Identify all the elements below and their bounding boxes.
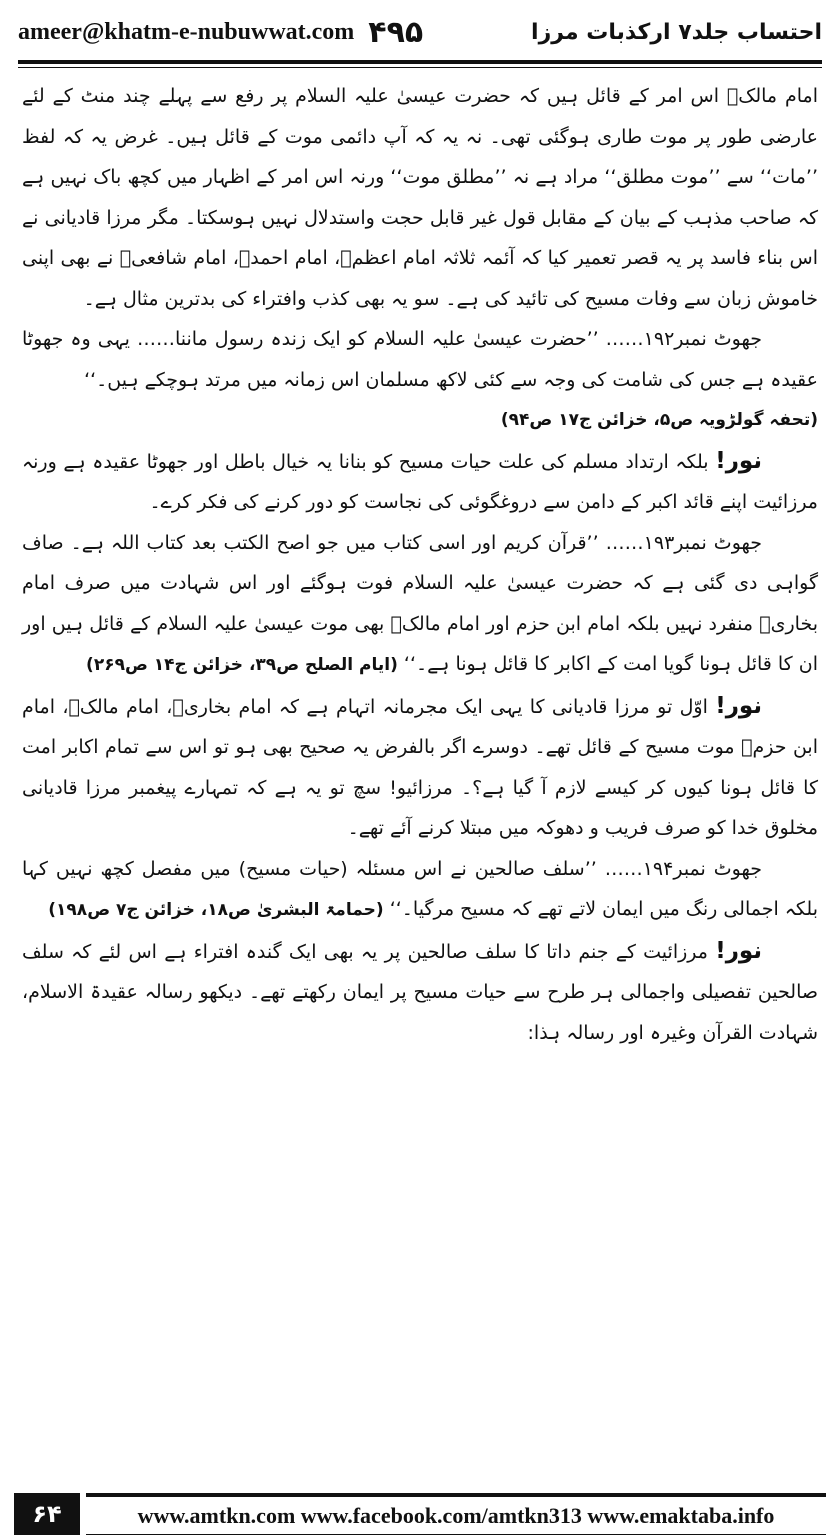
nur-3-paragraph	[22, 931, 818, 1054]
lie-193-quote	[22, 523, 818, 686]
page-body	[22, 76, 818, 1476]
nur-3-text: مرزائیت کے جنم داتا کا سلف صالحین پر یہ بھی ایک گندہ افتراء ہے اس لئے کہ سلف صالحین تفصیلی واجمالی ہر طرح سے حیات مسیح پر ایمان رکھتے تھے۔ دیکھو رسالہ عقیدۃ الاسلام، شہادت القرآن وغیرہ اور رسالہ ہذا:	[22, 940, 818, 1044]
nur-label: نور!	[715, 937, 762, 964]
header-rule-thin	[18, 67, 822, 68]
nur-1-paragraph	[22, 441, 818, 523]
nur-1-text: بلکہ ارتداد مسلم کی علت حیات مسیح کو بنانا یہ خیال باطل اور جھوٹا عقیدہ ہے ورنہ مرزائیت اپنے قائد اکبر کے دامن سے دروغگوئی کی نجاست کو دور کرنے کی فکر کرے۔	[22, 450, 818, 513]
header-title: احتساب جلد۷ ارکذبات مرزا	[531, 19, 822, 45]
lie-194-citation: (حمامۃ البشریٰ ص۱۸، خزائن ج۷ ص۱۹۸)	[48, 900, 384, 920]
page-footer	[14, 1493, 826, 1535]
header-rule	[18, 60, 822, 64]
header-email: ameer@khatm-e-nubuwwat.com	[18, 18, 355, 45]
lie-194-text: جھوٹ نمبر۱۹۴…… ’’سلف صالحین نے اس مسئلہ (حیات مسیح) میں مفصل کچھ نہیں کہا بلکہ اجمالی رنگ میں ایمان لاتے تھے کہ مسیح مرگیا۔‘‘	[22, 857, 818, 920]
footer-page-number: ۶۴	[14, 1493, 80, 1535]
header-left	[18, 15, 423, 50]
nur-2-paragraph	[22, 686, 818, 849]
paragraph-intro: امام مالکؒ اس امر کے قائل ہیں کہ حضرت عیسیٰ علیہ السلام پر رفع سے پہلے چند منٹ کے لئے عارضی طور پر موت طاری ہوگئی تھی۔ نہ یہ کہ آپ دائمی موت کے قائل ہیں۔ غرض یہ کہ لفظ ’’مات‘‘ سے ’’موت مطلق‘‘ مراد ہے نہ ’’مطلق موت‘‘ ورنہ اس امر کے اظہار میں کچھ باک نہیں ہے کہ صاحب مذہب کے بیان کے مقابل قول غیر قابل حجت واستدلال نہیں ہوسکتا۔ مگر مرزا قادیانی نے اس بناء فاسد پر یہ قصر تعمیر کیا کہ آئمہ ثلاثہ امام اعظمؒ، امام احمدؒ، امام شافعیؒ نے بھی اپنی خاموش زبان سے وفات مسیح کی تائید کی ہے۔ سو یہ بھی کذب وافتراء کی بدترین مثال ہے۔	[22, 85, 818, 310]
nur-label: نور!	[715, 692, 762, 719]
lie-193-text: جھوٹ نمبر۱۹۳…… ’’قرآن کریم اور اسی کتاب میں جو اصح الکتب بعد کتاب اللہ ہے۔ صاف گواہی دی گئی ہے کہ حضرت عیسیٰ علیہ السلام فوت ہوگئے اور اس شہادت میں صرف امام بخاریؒ منفرد نہیں بلکہ امام ابن حزم اور امام مالکؒ بھی موت عیسیٰ علیہ السلام کے قائل ہیں اور ان کا قائل ہونا گویا امت کے اکابر کا قائل ہونا ہے۔‘‘	[22, 531, 818, 675]
lie-194-quote	[22, 849, 818, 931]
header-page-number: ۴۹۵	[368, 14, 424, 50]
nur-label: نور!	[715, 447, 762, 474]
lie-192-quote: جھوٹ نمبر۱۹۲…… ’’حضرت عیسیٰ علیہ السلام کو ایک زندہ رسول ماننا…… یہی وہ جھوٹا عقیدہ ہے جس کی شامت کی وجہ سے کئی لاکھ مسلمان اس زمانہ میں مرتد ہوچکے ہیں۔‘‘	[22, 328, 818, 391]
lie-193-citation: (ایام الصلح ص۳۹، خزائن ج۱۴ ص۲۶۹)	[86, 655, 398, 675]
page-header	[18, 8, 822, 56]
footer-links[interactable]: www.amtkn.com www.facebook.com/amtkn313 www.emaktaba.info	[86, 1493, 826, 1535]
lie-192-citation	[22, 400, 818, 441]
nur-2-text: اوّل تو مرزا قادیانی کا یہی ایک مجرمانہ اتہام ہے کہ امام بخاریؒ، امام مالکؒ، امام ابن حزمؒ موت مسیح کے قائل تھے۔ دوسرے اگر بالفرض یہ صحیح بھی ہو تو اس سے تمام اکابر امت کا قائل ہونا کیوں کر کیسے لازم آ گیا ہے؟۔ مرزائیو! سچ تو یہ ہے کہ تمہارے پیغمبر مرزا قادیانی مخلوق خدا کو صرف فریب و دھوکہ میں مبتلا کرنے آئے تھے۔	[22, 695, 818, 839]
citation-text: (تحفہ گولڑویہ ص۵، خزائن ج۱۷ ص۹۴)	[500, 410, 818, 430]
